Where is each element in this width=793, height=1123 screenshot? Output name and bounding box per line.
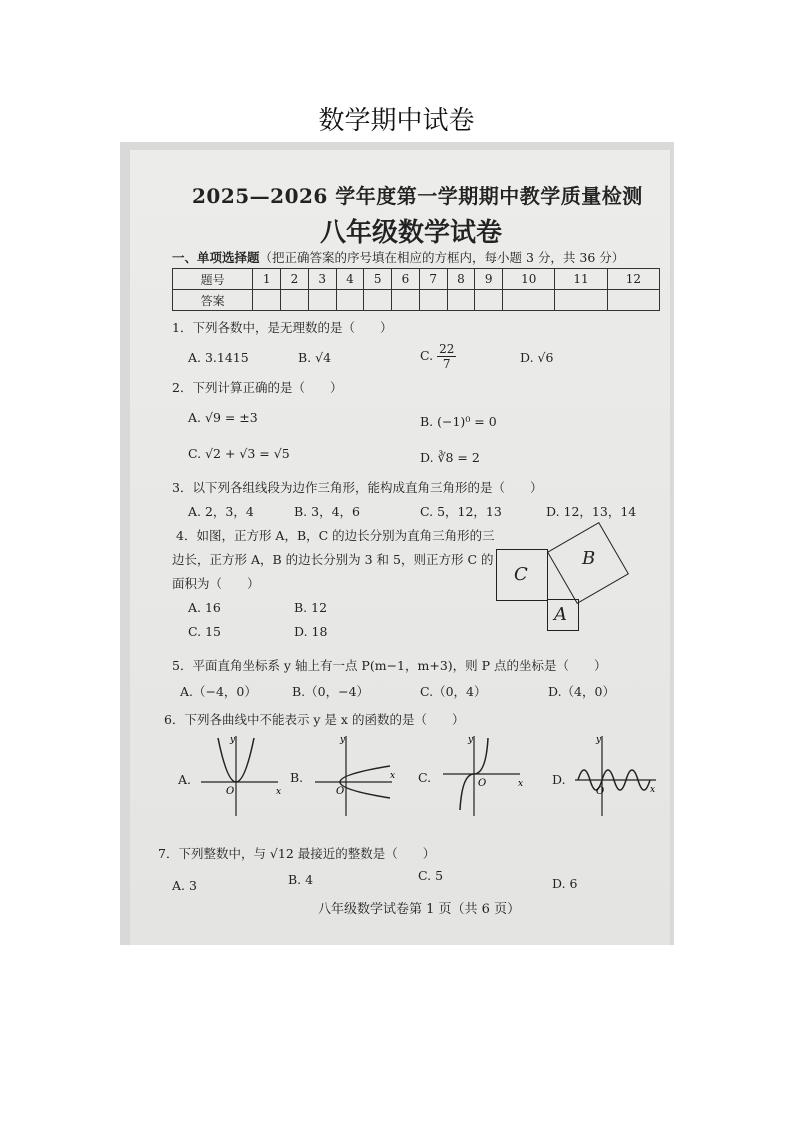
- y-axis-label: y: [230, 735, 236, 745]
- q1-option-a: A. 3.1415: [188, 350, 249, 365]
- table-cell: 9: [475, 269, 503, 290]
- q4-option-a: A. 16: [188, 600, 221, 615]
- answer-cell[interactable]: [364, 290, 392, 311]
- q6-option-b: B.: [290, 770, 304, 785]
- answer-cell[interactable]: [503, 290, 555, 311]
- answer-cell[interactable]: [419, 290, 447, 311]
- question-7: 7．下列整数中，与 √12 最接近的整数是（ ）: [158, 846, 436, 861]
- square-b-label: B: [582, 548, 596, 569]
- table-cell: 10: [503, 269, 555, 290]
- exam-photo: [120, 142, 674, 945]
- fraction-denominator: 7: [442, 357, 451, 371]
- answer-cell[interactable]: [308, 290, 336, 311]
- question-4-line-2: 边长，正方形 A，B 的边长分别为 3 和 5，则正方形 C 的: [172, 552, 494, 567]
- origin-label: O: [478, 778, 487, 789]
- q3-option-a: A. 2，3，4: [188, 504, 254, 519]
- table-cell: 5: [364, 269, 392, 290]
- answer-cell[interactable]: [447, 290, 475, 311]
- q2-option-c: C. √2 + √3 = √5: [188, 446, 290, 461]
- page-title: 数学期中试卷: [318, 106, 475, 136]
- q1-option-b: B. √4: [298, 350, 332, 365]
- table-cell: 8: [447, 269, 475, 290]
- page-footer: 八年级数学试卷第 1 页（共 6 页）: [318, 902, 521, 917]
- answer-table: [172, 268, 660, 311]
- table-cell: 1: [253, 269, 281, 290]
- answer-table-row-numbers: [173, 269, 660, 290]
- question-4-line-3: 面积为（ ）: [172, 576, 260, 591]
- question-6: 6．下列各曲线中不能表示 y 是 x 的函数的是（ ）: [164, 712, 465, 727]
- q3-option-c: C. 5，12，13: [420, 504, 502, 519]
- q7-option-a: A. 3: [172, 878, 197, 893]
- table-label-number: 题号: [173, 269, 253, 290]
- table-label-answer: 答案: [173, 290, 253, 311]
- answer-cell[interactable]: [475, 290, 503, 311]
- q7-option-c: C. 5: [418, 868, 444, 883]
- q6-option-d: D.: [552, 772, 566, 787]
- question-2: 2．下列计算正确的是（ ）: [172, 380, 343, 395]
- x-axis-label: x: [390, 771, 396, 781]
- x-axis-label: x: [650, 785, 656, 795]
- q5-option-d: D.（4，0）: [548, 684, 615, 699]
- answer-cell[interactable]: [607, 290, 659, 311]
- q1-fraction: [437, 342, 456, 371]
- section-title: 一、单项选择题: [172, 250, 260, 265]
- section-heading: [172, 248, 624, 266]
- q1-option-d: D. √6: [520, 350, 554, 365]
- answer-cell[interactable]: [281, 290, 309, 311]
- q5-option-c: C.（0，4）: [420, 684, 487, 699]
- section-note: （把正确答案的序号填在相应的方框内，每小题 3 分，共 36 分）: [259, 250, 625, 265]
- q2-option-d: D. ∛8 = 2: [420, 450, 480, 465]
- graph-a: [196, 730, 286, 820]
- answer-cell[interactable]: [392, 290, 420, 311]
- exam-header: 2025—2026 学年度第一学期期中教学质量检测: [192, 184, 643, 208]
- graph-c: [438, 730, 528, 820]
- x-axis-label: x: [518, 779, 524, 789]
- table-cell: 4: [336, 269, 364, 290]
- table-cell: 2: [281, 269, 309, 290]
- exam-title: 八年级数学试卷: [320, 218, 503, 248]
- origin-label: O: [336, 786, 345, 797]
- y-axis-label: y: [340, 735, 346, 745]
- x-axis-label: x: [276, 787, 282, 797]
- q1-option-c: [420, 342, 456, 371]
- y-axis-label: y: [468, 735, 474, 745]
- table-cell: 3: [308, 269, 336, 290]
- answer-cell[interactable]: [555, 290, 607, 311]
- question-3: 3．以下列各组线段为边作三角形，能构成直角三角形的是（ ）: [172, 480, 543, 495]
- origin-label: O: [596, 786, 605, 797]
- table-cell: 7: [419, 269, 447, 290]
- question-5: 5．平面直角坐标系 y 轴上有一点 P(m−1，m+3)，则 P 点的坐标是（ ）: [172, 658, 607, 673]
- square-c-label: C: [514, 564, 528, 585]
- q3-option-b: B. 3，4，6: [294, 504, 360, 519]
- graph-b: [310, 730, 400, 820]
- exam-paper: [130, 150, 670, 945]
- q1-option-c-label: C.: [420, 348, 434, 363]
- q5-option-a: A.（−4，0）: [180, 684, 257, 699]
- q2-option-a: A. √9 = ±3: [188, 410, 258, 425]
- q7-option-d: D. 6: [552, 876, 578, 891]
- graph-d: [570, 730, 660, 820]
- y-axis-label: y: [596, 735, 602, 745]
- answer-cell[interactable]: [253, 290, 281, 311]
- q4-option-d: D. 18: [294, 624, 328, 639]
- origin-label: O: [226, 786, 235, 797]
- q7-option-b: B. 4: [288, 872, 314, 887]
- q4-option-b: B. 12: [294, 600, 328, 615]
- q3-option-d: D. 12，13，14: [546, 504, 637, 519]
- table-cell: 11: [555, 269, 607, 290]
- q6-option-a: A.: [178, 772, 192, 787]
- q4-option-c: C. 15: [188, 624, 221, 639]
- answer-table-row-answers: [173, 290, 660, 311]
- q6-option-c: C.: [418, 770, 432, 785]
- fraction-numerator: 22: [439, 342, 455, 356]
- question-1: 1．下列各数中，是无理数的是（ ）: [172, 320, 393, 335]
- answer-cell[interactable]: [336, 290, 364, 311]
- question-4-line-1: 4．如图，正方形 A，B，C 的边长分别为直角三角形的三: [176, 528, 495, 543]
- table-cell: 12: [607, 269, 659, 290]
- q5-option-b: B.（0，−4）: [292, 684, 370, 699]
- square-a-label: A: [554, 604, 567, 625]
- q2-option-b: B. (−1)⁰ = 0: [420, 414, 497, 429]
- table-cell: 6: [392, 269, 420, 290]
